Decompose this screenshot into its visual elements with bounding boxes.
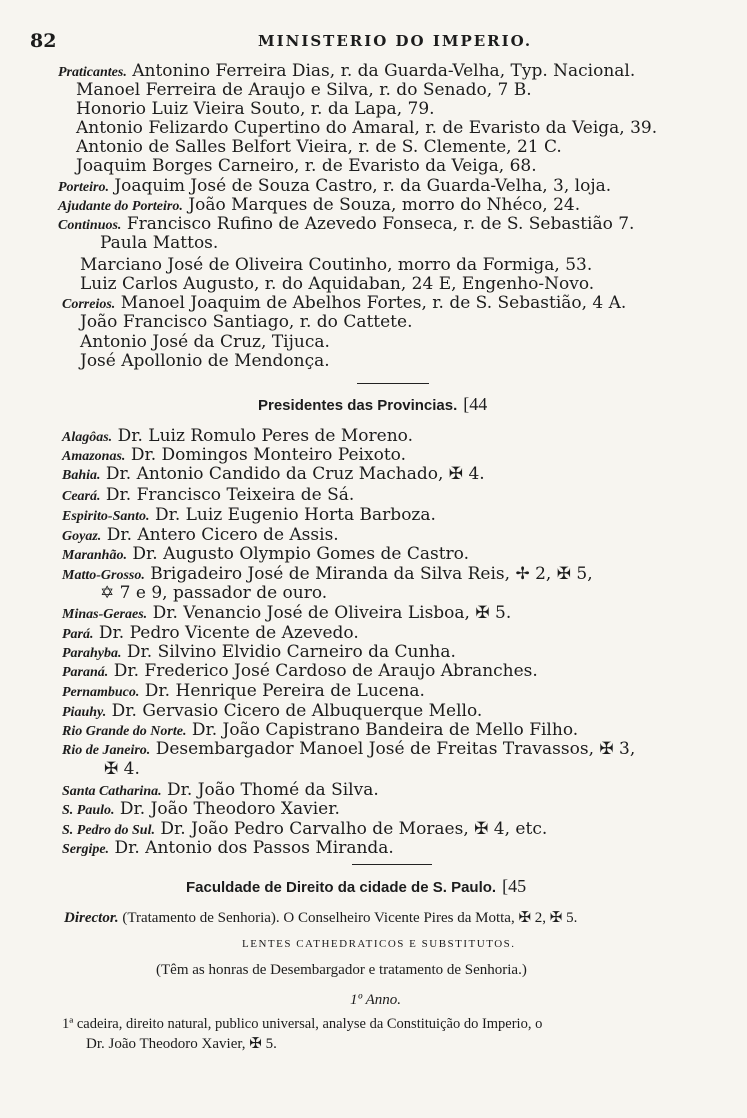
province-label: Parahyba.: [62, 646, 122, 661]
staff-line: Antonio José da Cruz, Tijuca.: [80, 332, 330, 352]
province-label: Pará.: [62, 627, 94, 642]
president-entry: Matto-Grosso. Brigadeiro José de Miranda da Silva Reis, ✢ 2, ✠ 5,: [62, 564, 593, 584]
president-entry: Maranhão. Dr. Augusto Olympio Gomes de Castro.: [62, 544, 470, 564]
president-entry: S. Pedro do Sul. Dr. João Pedro Carvalho de Moraes, ✠ 4, etc.: [62, 819, 548, 839]
section-heading-faculty: Faculdade de Direito da cidade de S. Paulo. [45: [186, 876, 527, 896]
president-entry: Goyaz. Dr. Antero Cicero de Assis.: [62, 525, 339, 545]
province-label: Minas-Geraes.: [62, 607, 148, 622]
section-reference: [44: [463, 394, 488, 414]
staff-line: João Francisco Santiago, r. do Cattete.: [80, 312, 413, 332]
province-label: Pernambuco.: [62, 685, 140, 700]
year-heading: 1º Anno.: [350, 992, 402, 1008]
staff-line: Joaquim Borges Carneiro, r. de Evaristo da Veiga, 68.: [76, 156, 537, 176]
president-entry: Minas-Geraes. Dr. Venancio José de Oliveira Lisboa, ✠ 5.: [62, 603, 512, 623]
province-label: Ceará.: [62, 489, 101, 504]
staff-line: Continuos. Francisco Rufino de Azevedo Fonseca, r. de S. Sebastião 7.: [58, 214, 635, 234]
staff-line: Antonio de Salles Belfort Vieira, r. de S. Clemente, 21 C.: [76, 137, 562, 157]
staff-line: Correios. Manoel Joaquim de Abelhos Fortes, r. de S. Sebastião, 4 A.: [62, 293, 627, 313]
province-label: Amazonas.: [62, 449, 126, 464]
role-label: Director.: [64, 910, 119, 926]
section-divider: [352, 864, 432, 865]
province-label: Espirito-Santo.: [62, 509, 150, 524]
role-label: Correios.: [62, 297, 116, 312]
province-label: Piauhy.: [62, 705, 107, 720]
province-label: S. Paulo.: [62, 803, 115, 818]
chair-line-continuation: Dr. João Theodoro Xavier, ✠ 5.: [86, 1036, 277, 1052]
staff-line: Honorio Luiz Vieira Souto, r. da Lapa, 79.: [76, 99, 435, 119]
province-label: Matto-Grosso.: [62, 568, 145, 583]
province-label: Paraná.: [62, 665, 109, 680]
staff-line: Ajudante do Porteiro. João Marques de Souza, morro do Nhéco, 24.: [58, 195, 581, 215]
president-entry: Paraná. Dr. Frederico José Cardoso de Araujo Abranches.: [62, 661, 538, 681]
president-entry-continuation: ✠ 4.: [104, 759, 140, 779]
section-reference: [45: [502, 876, 527, 896]
province-label: Maranhão.: [62, 548, 127, 563]
role-label: Ajudante do Porteiro.: [58, 199, 183, 214]
province-label: Sergipe.: [62, 842, 110, 857]
province-label: Santa Catharina.: [62, 784, 162, 799]
faculty-subheading: LENTES CATHEDRATICOS E SUBSTITUTOS.: [242, 938, 516, 950]
staff-line: Luiz Carlos Augusto, r. do Aquidaban, 24 E, Engenho-Novo.: [80, 274, 595, 294]
president-entry: Rio de Janeiro. Desembargador Manoel José de Freitas Travassos, ✠ 3,: [62, 739, 636, 759]
president-entry: Pará. Dr. Pedro Vicente de Azevedo.: [62, 623, 359, 643]
president-entry: Pernambuco. Dr. Henrique Pereira de Lucena.: [62, 681, 425, 701]
staff-line: José Apollonio de Mendonça.: [80, 351, 330, 371]
president-entry: S. Paulo. Dr. João Theodoro Xavier.: [62, 799, 340, 819]
section-heading-presidents: Presidentes das Provincias. [44: [258, 394, 488, 414]
staff-line: Porteiro. Joaquim José de Souza Castro, r. da Guarda-Velha, 3, loja.: [58, 176, 612, 196]
province-label: Rio de Janeiro.: [62, 743, 151, 758]
role-label: Porteiro.: [58, 180, 109, 195]
province-label: Rio Grande do Norte.: [62, 724, 187, 739]
president-entry: Espirito-Santo. Dr. Luiz Eugenio Horta Barboza.: [62, 505, 436, 525]
faculty-honors-note: (Têm as honras de Desembargador e tratamento de Senhoria.): [156, 962, 527, 978]
province-label: Alagôas.: [62, 430, 113, 445]
director-line: Director. (Tratamento de Senhoria). O Conselheiro Vicente Pires da Motta, ✠ 2, ✠ 5.: [64, 910, 578, 926]
president-entry: Alagôas. Dr. Luiz Romulo Peres de Moreno.: [62, 426, 414, 446]
staff-line: Marciano José de Oliveira Coutinho, morro da Formiga, 53.: [80, 255, 593, 275]
staff-line: Manoel Ferreira de Araujo e Silva, r. do Senado, 7 B.: [76, 80, 532, 100]
president-entry: Rio Grande do Norte. Dr. João Capistrano Bandeira de Mello Filho.: [62, 720, 579, 740]
chair-line: 1ª cadeira, direito natural, publico universal, analyse da Constituição do Imperio, o: [62, 1016, 543, 1032]
page-header: [30, 30, 690, 54]
province-label: Goyaz.: [62, 529, 102, 544]
president-entry: Parahyba. Dr. Silvino Elvidio Carneiro da Cunha.: [62, 642, 456, 662]
staff-line: Antonio Felizardo Cupertino do Amaral, r. de Evaristo da Veiga, 39.: [76, 118, 658, 138]
staff-line: Paula Mattos.: [100, 233, 219, 253]
president-entry: Ceará. Dr. Francisco Teixeira de Sá.: [62, 485, 355, 505]
staff-line: Praticantes. Antonino Ferreira Dias, r. da Guarda-Velha, Typ. Nacional.: [58, 61, 636, 81]
president-entry-continuation: ✡ 7 e 9, passador de ouro.: [100, 583, 328, 603]
president-entry: Amazonas. Dr. Domingos Monteiro Peixoto.: [62, 445, 406, 465]
page-number: 82: [30, 30, 57, 52]
running-title: MINISTERIO DO IMPERIO.: [258, 32, 533, 50]
role-label: Praticantes.: [58, 65, 127, 80]
president-entry: Bahia. Dr. Antonio Candido da Cruz Machado, ✠ 4.: [62, 464, 485, 484]
president-entry: Santa Catharina. Dr. João Thomé da Silva.: [62, 780, 379, 800]
province-label: S. Pedro do Sul.: [62, 823, 155, 838]
section-divider: [357, 383, 429, 384]
president-entry: Piauhy. Dr. Gervasio Cicero de Albuquerque Mello.: [62, 701, 483, 721]
role-label: Continuos.: [58, 218, 122, 233]
province-label: Bahia.: [62, 468, 101, 483]
president-entry: Sergipe. Dr. Antonio dos Passos Miranda.: [62, 838, 394, 858]
